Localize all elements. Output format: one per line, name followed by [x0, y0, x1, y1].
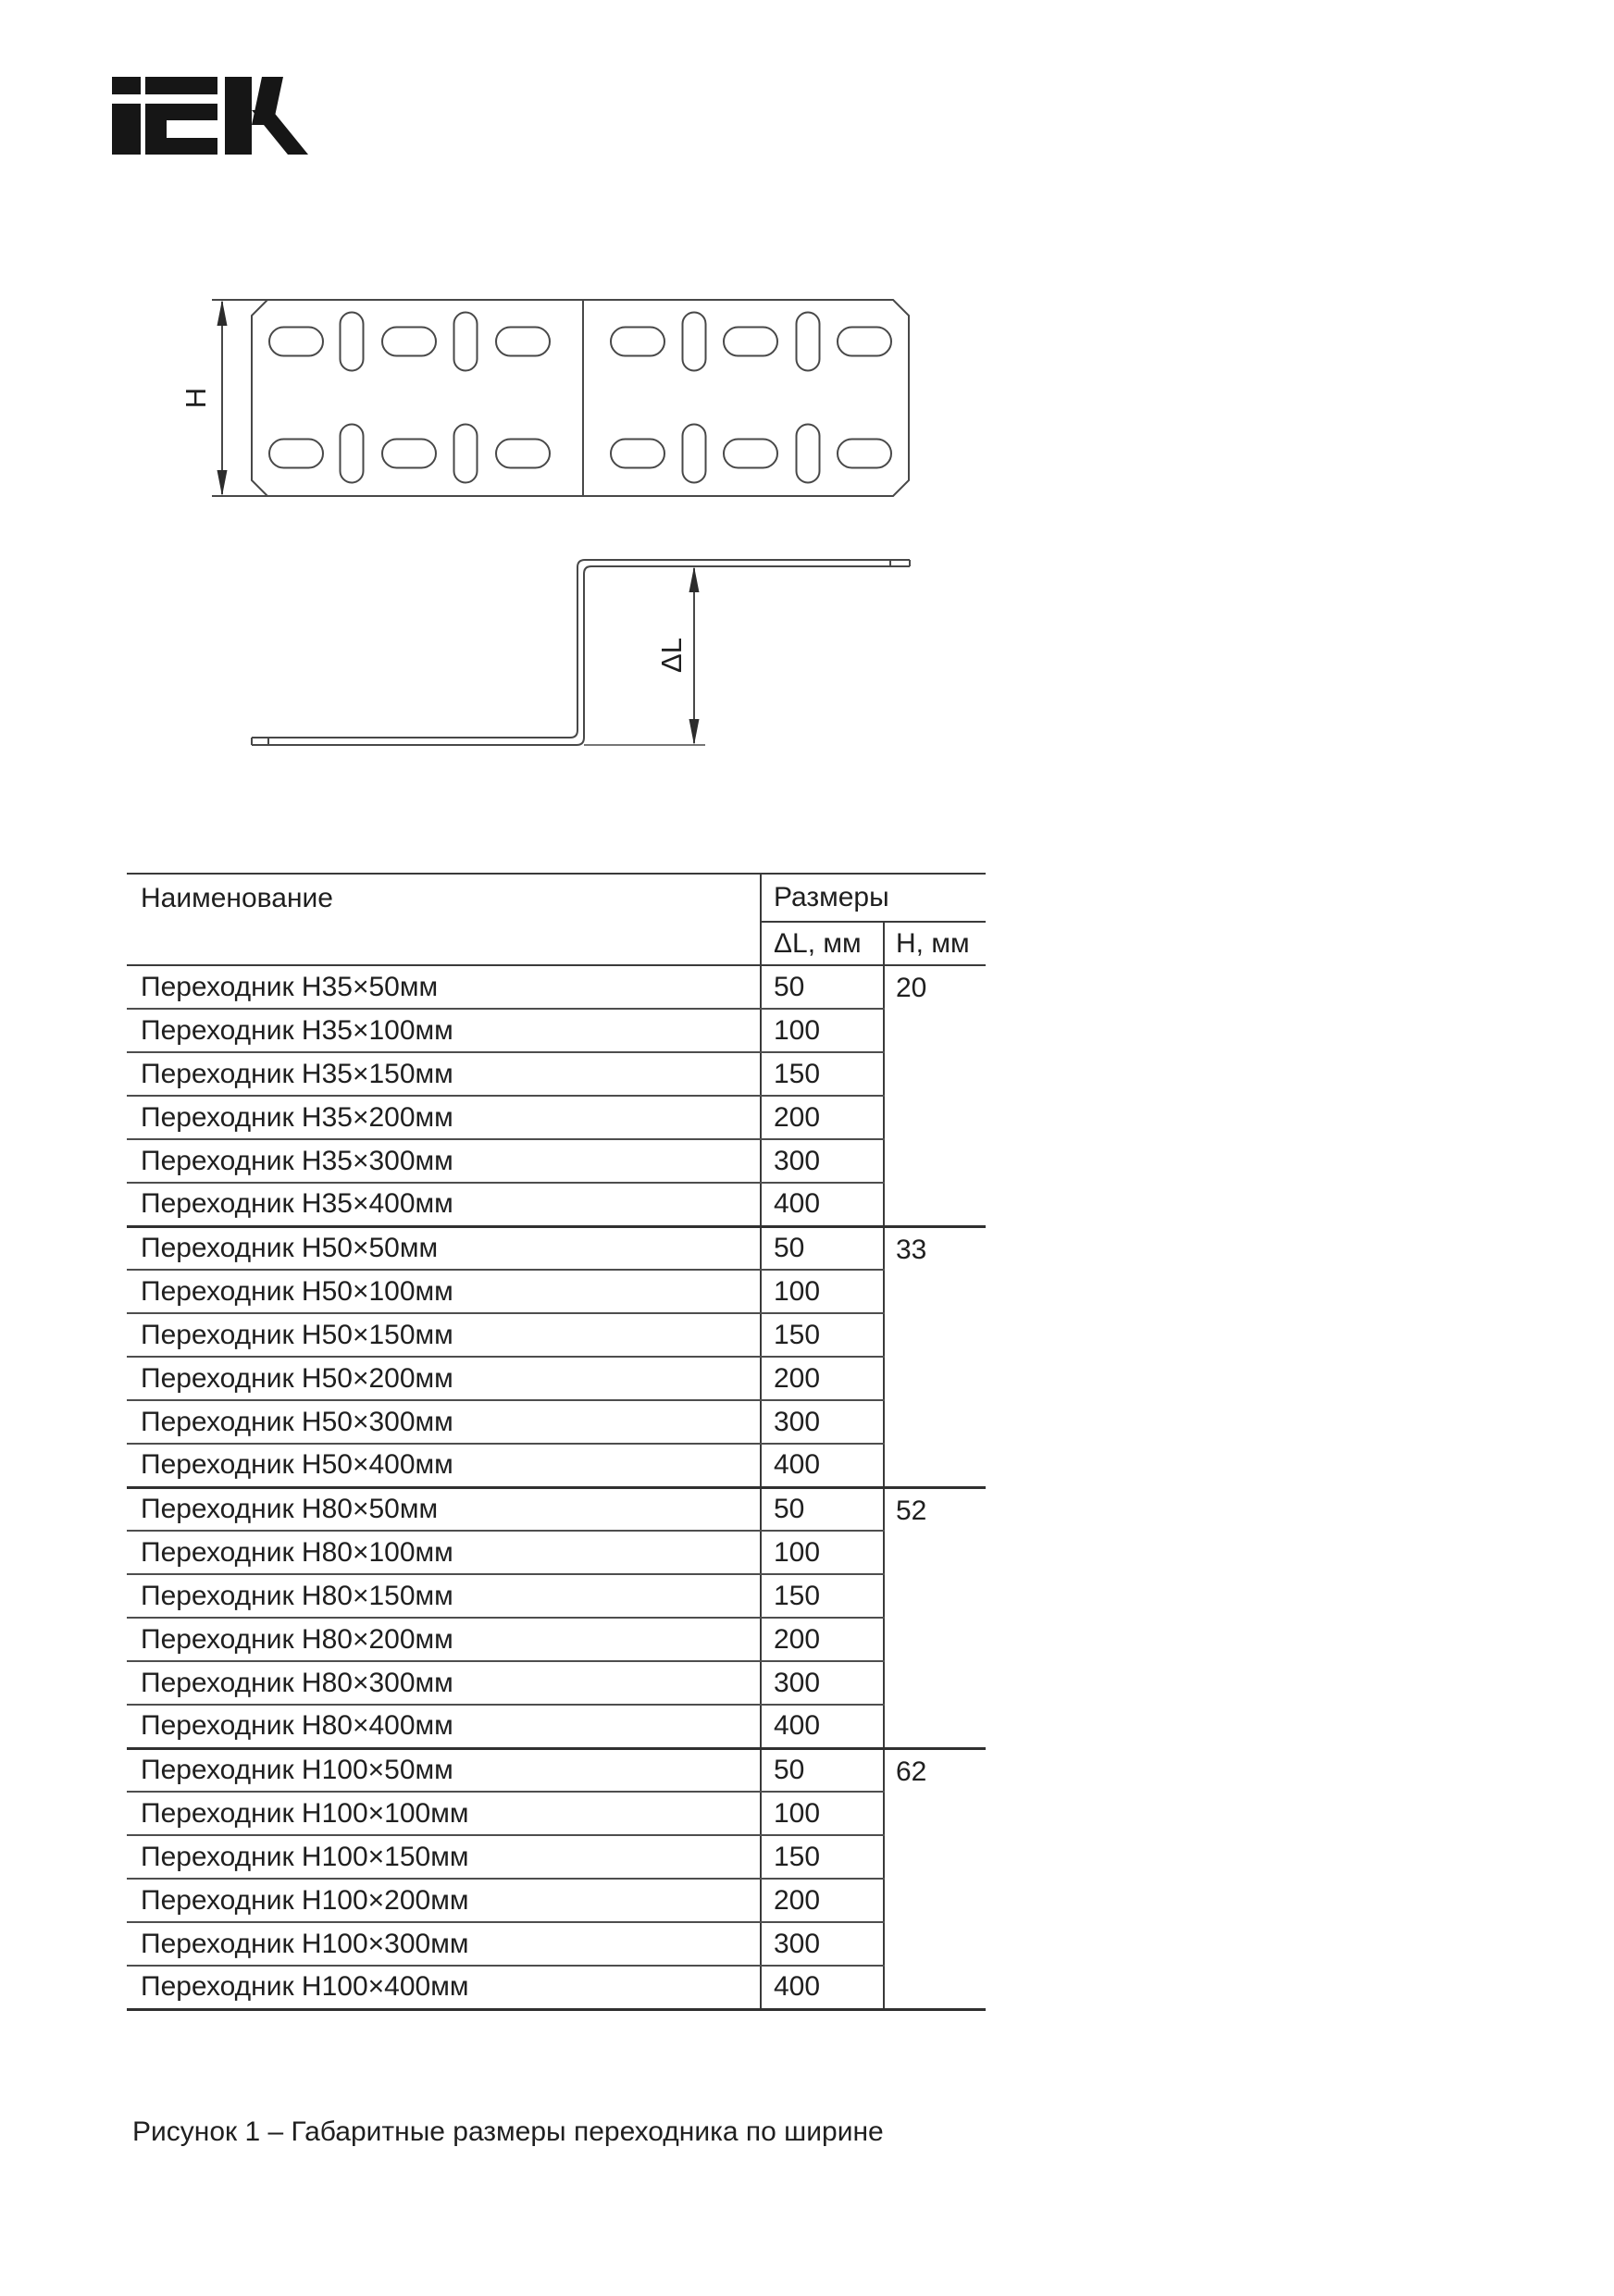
product-name-cell: Переходник H50×400мм	[127, 1444, 761, 1487]
product-name-cell: Переходник H35×300мм	[127, 1139, 761, 1183]
dl-value-cell: 300	[761, 1661, 884, 1705]
product-name-cell: Переходник H80×100мм	[127, 1531, 761, 1574]
dl-value-cell: 300	[761, 1400, 884, 1444]
dl-value-cell: 200	[761, 1357, 884, 1400]
header-sizes: Размеры	[761, 874, 986, 922]
product-name-cell: Переходник H100×150мм	[127, 1835, 761, 1879]
table-row	[127, 1705, 986, 1748]
table-row	[127, 965, 986, 1009]
table-row	[127, 1792, 986, 1835]
table-body	[127, 965, 986, 2009]
table-row	[127, 1400, 986, 1444]
table-row	[127, 1531, 986, 1574]
dl-value-cell: 150	[761, 1574, 884, 1618]
dl-value-cell: 400	[761, 1183, 884, 1226]
product-name-cell: Переходник H80×200мм	[127, 1618, 761, 1661]
product-name-cell: Переходник H50×150мм	[127, 1313, 761, 1357]
table-row	[127, 1966, 986, 2009]
dimensions-table	[127, 873, 986, 2011]
dl-value-cell: 50	[761, 1748, 884, 1792]
dl-value-cell: 50	[761, 1226, 884, 1270]
table-header-row	[127, 874, 986, 922]
product-name-cell: Переходник H80×400мм	[127, 1705, 761, 1748]
header-h: H, мм	[884, 922, 986, 965]
iek-logo-glyphs	[112, 77, 308, 155]
table-row	[127, 1357, 986, 1400]
arrowhead-up	[217, 300, 228, 326]
product-name-cell: Переходник H80×50мм	[127, 1487, 761, 1531]
table-row	[127, 1139, 986, 1183]
table-row	[127, 1226, 986, 1270]
h-value-cell: 52	[884, 1487, 986, 1748]
dl-value-cell: 150	[761, 1052, 884, 1096]
table-row	[127, 1879, 986, 1922]
dl-value-cell: 150	[761, 1835, 884, 1879]
table-row	[127, 1313, 986, 1357]
iek-logo	[112, 77, 308, 155]
product-name-cell: Переходник H100×50мм	[127, 1748, 761, 1792]
product-name-cell: Переходник H100×400мм	[127, 1966, 761, 2009]
dl-dimension-label: ΔL	[655, 638, 688, 673]
arrowhead-down	[217, 470, 228, 496]
header-dl: ΔL, мм	[761, 922, 884, 965]
dl-value-cell: 300	[761, 1922, 884, 1966]
dl-value-cell: 400	[761, 1444, 884, 1487]
product-name-cell: Переходник H35×50мм	[127, 965, 761, 1009]
product-name-cell: Переходник H100×200мм	[127, 1879, 761, 1922]
figure-caption: Рисунок 1 – Габаритные размеры переходника по ширине	[132, 2116, 884, 2147]
dl-value-cell: 400	[761, 1705, 884, 1748]
product-name-cell: Переходник H80×150мм	[127, 1574, 761, 1618]
product-name-cell: Переходник H100×300мм	[127, 1922, 761, 1966]
adapter-top-view-drawing	[180, 278, 944, 518]
table-row	[127, 1487, 986, 1531]
adapter-side-view-drawing	[231, 537, 953, 768]
table-row	[127, 1661, 986, 1705]
dl-value-cell: 100	[761, 1009, 884, 1052]
product-name-cell: Переходник H35×200мм	[127, 1096, 761, 1139]
profile-inner-line	[252, 566, 910, 745]
product-name-cell: Переходник H35×100мм	[127, 1009, 761, 1052]
table-row	[127, 1444, 986, 1487]
dl-value-cell: 100	[761, 1792, 884, 1835]
product-name-cell: Переходник H100×100мм	[127, 1792, 761, 1835]
product-name-cell: Переходник H50×200мм	[127, 1357, 761, 1400]
h-value-cell: 62	[884, 1748, 986, 2009]
h-value-cell: 20	[884, 965, 986, 1226]
table-row	[127, 1835, 986, 1879]
product-name-cell: Переходник H35×150мм	[127, 1052, 761, 1096]
dl-value-cell: 150	[761, 1313, 884, 1357]
product-name-cell: Переходник H50×50мм	[127, 1226, 761, 1270]
table-row	[127, 1922, 986, 1966]
table-row	[127, 1748, 986, 1792]
dl-value-cell: 200	[761, 1096, 884, 1139]
header-name: Наименование	[127, 874, 761, 965]
table-row	[127, 1009, 986, 1052]
dl-value-cell: 200	[761, 1879, 884, 1922]
table-row	[127, 1270, 986, 1313]
dl-value-cell: 100	[761, 1531, 884, 1574]
table-row	[127, 1618, 986, 1661]
product-name-cell: Переходник H50×100мм	[127, 1270, 761, 1313]
profile-outer-line	[252, 560, 910, 738]
table-row	[127, 1574, 986, 1618]
table-row	[127, 1052, 986, 1096]
dl-value-cell: 50	[761, 1487, 884, 1531]
product-name-cell: Переходник H35×400мм	[127, 1183, 761, 1226]
dl-value-cell: 100	[761, 1270, 884, 1313]
product-name-cell: Переходник H80×300мм	[127, 1661, 761, 1705]
table-row	[127, 1183, 986, 1226]
product-name-cell: Переходник H50×300мм	[127, 1400, 761, 1444]
dl-value-cell: 300	[761, 1139, 884, 1183]
h-dimension-label: H	[180, 387, 212, 409]
dl-value-cell: 200	[761, 1618, 884, 1661]
dl-value-cell: 50	[761, 965, 884, 1009]
arrowhead-up	[689, 566, 700, 592]
table-row	[127, 1096, 986, 1139]
arrowhead-down	[689, 719, 700, 745]
plate-outline	[252, 300, 909, 496]
dl-value-cell: 400	[761, 1966, 884, 2009]
h-value-cell: 33	[884, 1226, 986, 1487]
